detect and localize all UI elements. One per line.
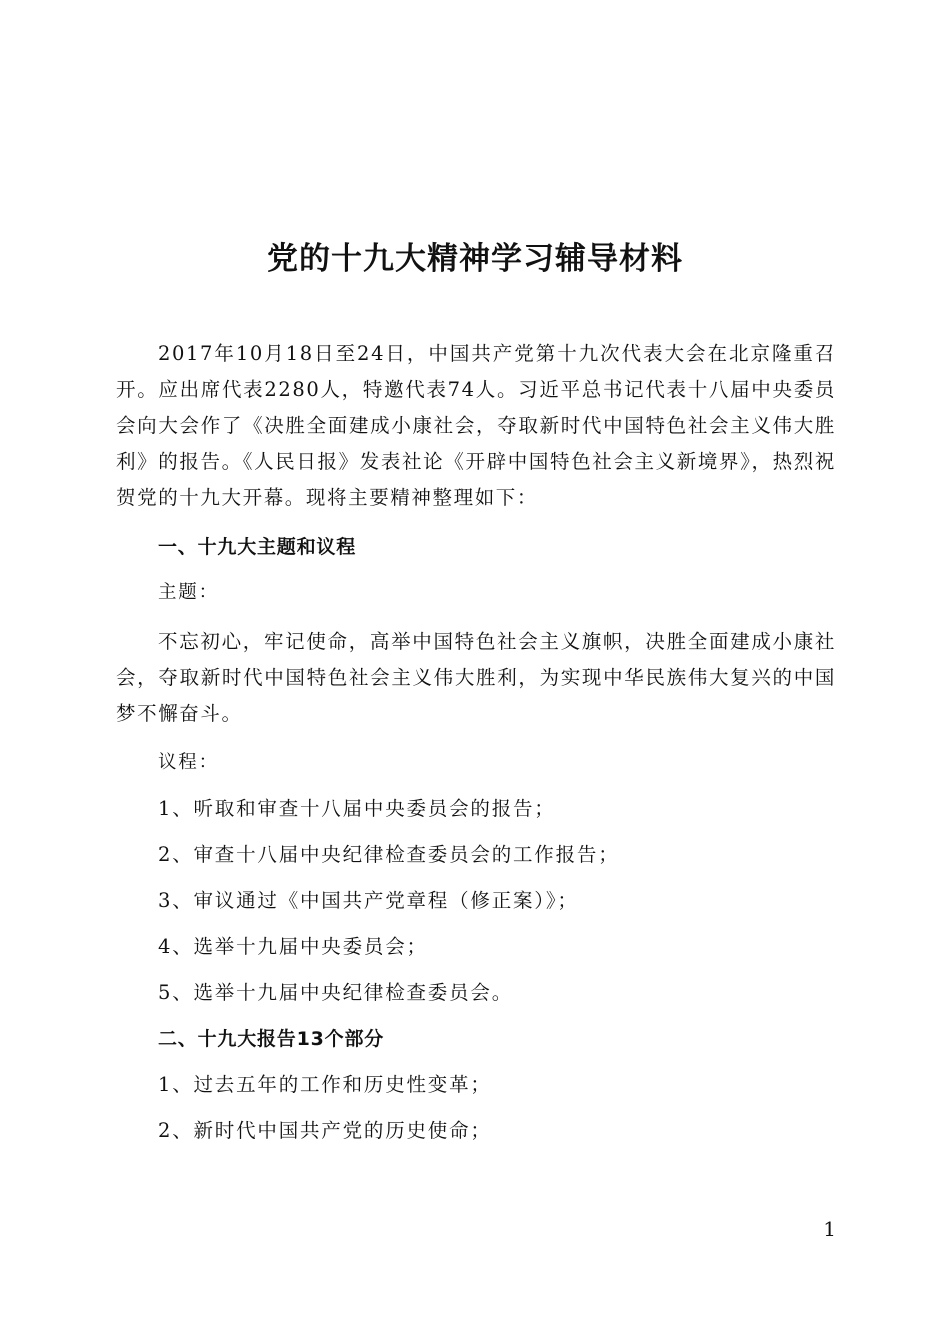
section-2-heading: 二、十九大报告13个部分 <box>158 1028 385 1050</box>
section-1-heading: 一、十九大主题和议程 <box>158 536 357 558</box>
agenda-item-2: 2、审查十八届中央纪律检查委员会的工作报告； <box>158 843 620 866</box>
theme-paragraph: 不忘初心，牢记使命，高举中国特色社会主义旗帜，决胜全面建成小康社会，夺取新时代中国特色社会主义伟大胜利，为实现中华民族伟大复兴的中国梦不懈奋斗。 <box>116 630 836 725</box>
report-part-1: 1、过去五年的工作和历史性变革； <box>158 1073 492 1096</box>
agenda-item-3: 3、审议通过《中国共产党章程（修正案）》； <box>158 889 579 912</box>
document-body <box>116 336 836 1146</box>
agenda-label: 议程： <box>158 752 219 773</box>
agenda-item-4: 4、选举十九届中央委员会； <box>158 935 428 958</box>
report-part-2: 2、新时代中国共产党的历史使命； <box>158 1119 492 1142</box>
agenda-item-5: 5、选举十九届中央纪律检查委员会。 <box>158 981 514 1004</box>
theme-label: 主题： <box>158 582 219 603</box>
document-title: 党的十九大精神学习辅导材料 <box>267 241 683 277</box>
intro-paragraph: 2017年10月18日至24日，中国共产党第十九次代表大会在北京隆重召开。应出席代表2280人，特邀代表74人。习近平总书记代表十八届中央委员会向大会作了《决胜全面建成小康社会，夺取新时代中国特色社会主义伟大胜利》的报告。《人民日报》发表社论《开辟中国特色社会主义新境界》，热烈祝贺党的十九大开幕。现将主要精神整理如下： <box>116 342 836 509</box>
page-number: 1 <box>823 1217 836 1241</box>
agenda-item-1: 1、听取和审查十八届中央委员会的报告； <box>158 797 556 820</box>
